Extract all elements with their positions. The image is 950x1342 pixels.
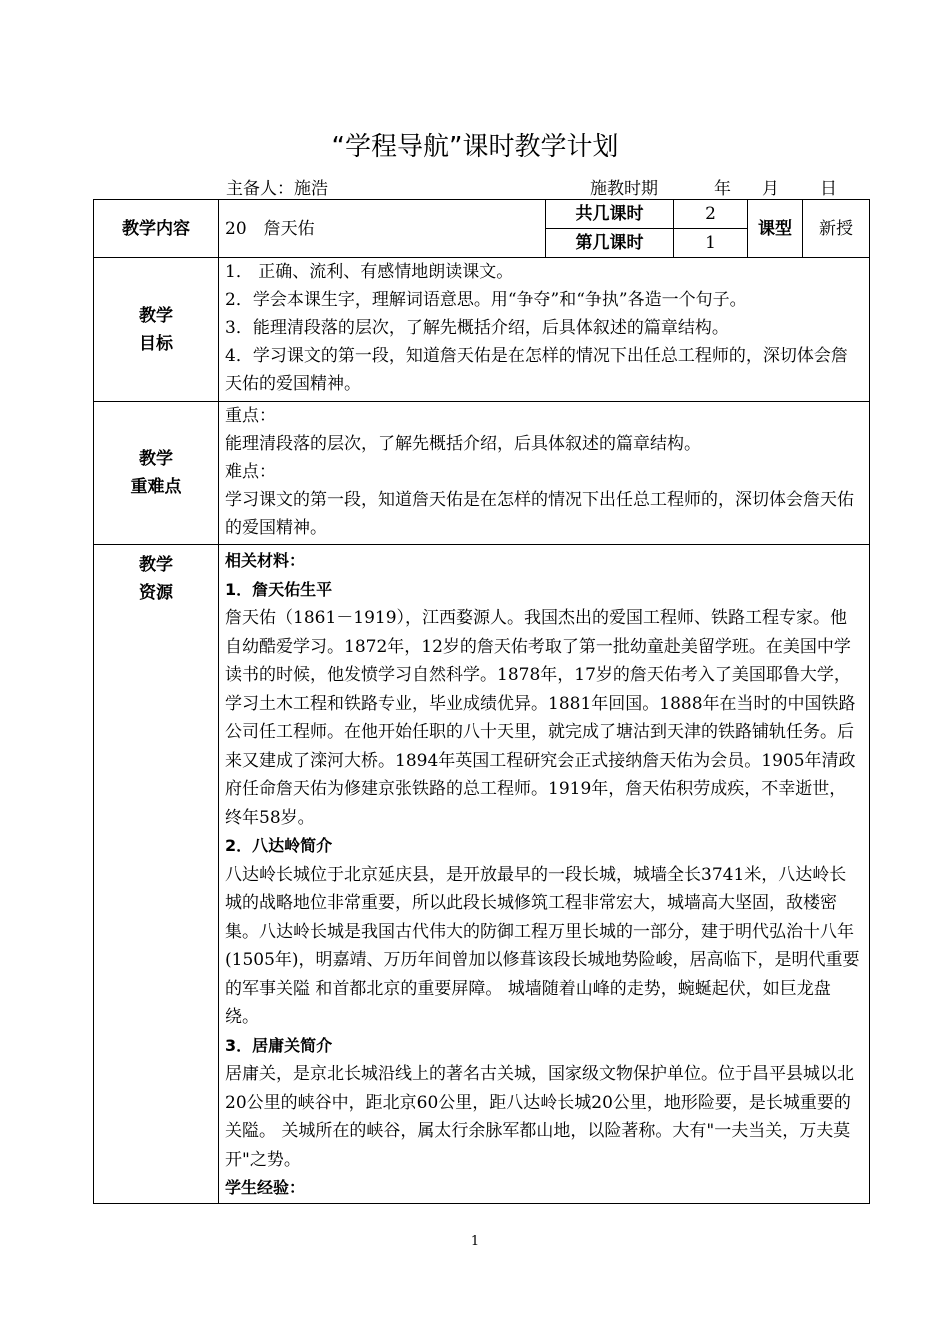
key-points-content xyxy=(219,402,870,545)
section-text: 詹天佑（1861－1919），江西婺源人。我国杰出的爱国工程师、铁路工程专家。他自幼酷爱学习。1872年，12岁的詹天佑考取了第一批幼童赴美留学班。在美国中学读书的时候，他发愤学习自然科学。1878年，17岁的詹天佑考入了美国耶鲁大学，学习土木工程和铁路专业，毕业成绩优异。1881年回国。1888年在当时的中国铁路公司任工程师。在他开始任职的八十天里，就完成了塘沽到天津的铁路铺轨任务。后来又建成了滦河大桥。1894年英国工程研究会正式接纳詹天佑为会员。1905年清政府任命詹天佑为修建京张铁路的总工程师。1919年，詹天佑积劳成疾，不幸逝世，终年58岁。 xyxy=(225,608,856,828)
goals-label xyxy=(94,258,219,402)
difficulty-label: 难点： xyxy=(225,462,276,482)
goal-item: 2．学会本课生字，理解词语意思。用“争夺”和“争执”各造一个句子。 xyxy=(225,290,747,310)
resources-label-line1: 教学 xyxy=(139,555,173,575)
day-label: 日 xyxy=(820,179,837,199)
section-text: 居庸关，是京北长城沿线上的著名古关城，国家级文物保护单位。位于昌平县城以北20公里的峡谷中，距北京60公里，距八达岭长城20公里，地形险要，是长城重要的关隘。 关城所在的峡谷，属太行余脉军都山地，以险著称。大有"一夫当关，万夫莫开"之势。 xyxy=(225,1064,854,1170)
resources-row xyxy=(94,545,870,1204)
goals-content xyxy=(219,258,870,402)
nth-period-label: 第几课时 xyxy=(546,229,674,258)
lesson-title: 20 詹天佑 xyxy=(219,200,546,258)
materials-label: 相关材料： xyxy=(225,551,306,570)
teaching-date xyxy=(590,174,837,199)
goal-item: 3．能理清段落的层次，了解先概括介绍，后具体叙述的篇章结构。 xyxy=(225,318,729,338)
goal-item: 1． 正确、流利、有感情地朗读课文。 xyxy=(225,262,514,282)
goals-row xyxy=(94,258,870,402)
resources-label-line2: 资源 xyxy=(139,583,173,603)
section-heading: 3．居庸关简介 xyxy=(225,1035,333,1055)
goals-label-line1: 教学 xyxy=(139,305,173,326)
key-points-label-line1: 教学 xyxy=(139,449,173,469)
year-label: 年 xyxy=(714,179,731,199)
section-heading: 1．詹天佑生平 xyxy=(225,579,333,599)
key-points-label-line2: 重难点 xyxy=(130,477,182,497)
difficulty-text: 学习课文的第一段，知道詹天佑是在怎样的情况下出任总工程师的，深切体会詹天佑的爱国精神。 xyxy=(225,490,854,538)
key-points-label xyxy=(94,402,219,545)
focus-label: 重点： xyxy=(225,406,276,426)
resources-label xyxy=(94,545,219,1204)
page-number: 1 xyxy=(470,1234,480,1249)
content-label: 教学内容 xyxy=(94,200,219,258)
goals-label-line2: 目标 xyxy=(139,333,173,354)
preparer: 主备人：施浩 xyxy=(226,179,328,199)
page-title: “学程导航”课时教学计划 xyxy=(331,132,619,162)
resources-content xyxy=(219,545,870,1204)
section-heading: 2．八达岭简介 xyxy=(225,836,333,855)
goal-item: 4．学习课文的第一段，知道詹天佑是在怎样的情况下出任总工程师的，深切体会詹天佑的爱国精神。 xyxy=(225,346,848,394)
month-label: 月 xyxy=(762,179,779,199)
content-row xyxy=(94,200,870,229)
lesson-type-value: 新授 xyxy=(803,200,870,258)
student-experience-label: 学生经验： xyxy=(225,1178,306,1197)
total-periods-value: 2 xyxy=(674,200,748,229)
lesson-plan-table xyxy=(93,199,870,1204)
focus-text: 能理清段落的层次，了解先概括介绍，后具体叙述的篇章结构。 xyxy=(225,434,701,454)
lesson-type-label: 课型 xyxy=(748,200,803,258)
date-label: 施教时期 xyxy=(590,179,658,199)
nth-period-value: 1 xyxy=(674,229,748,258)
key-points-row xyxy=(94,402,870,545)
total-periods-label: 共几课时 xyxy=(546,200,674,229)
section-text: 八达岭长城位于北京延庆县，是开放最早的一段长城，城墙全长3741米，八达岭长城的战略地位非常重要，所以此段长城修筑工程非常宏大，城墙高大坚固，敌楼密集。八达岭长城是我国古代伟大的防御工程万里长城的一部分，建于明代弘治十八年(1505年)，明嘉靖、万历年间曾加以修葺该段长城地势险峻，居高临下，是明代重要的军事关隘 和首都北京的重要屏障。 城墙随着山峰的走势，蜿蜒起伏，如巨龙盘绕。 xyxy=(225,864,860,1027)
